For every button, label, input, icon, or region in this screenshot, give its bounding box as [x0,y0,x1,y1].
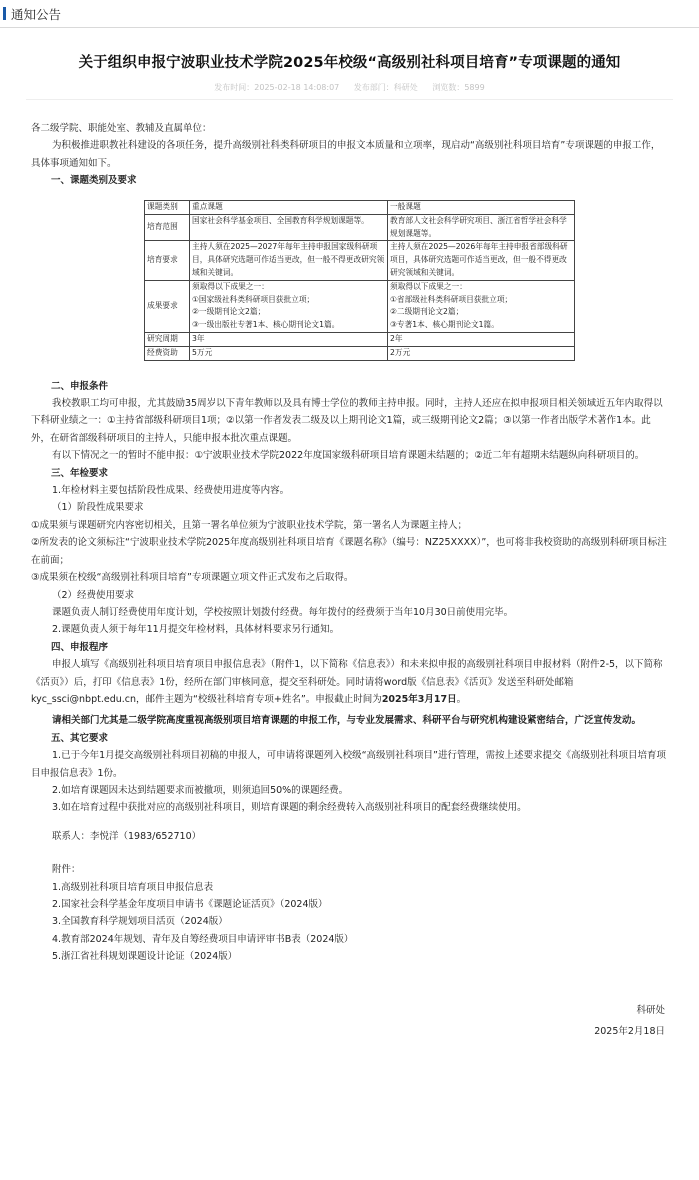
attachment-item[interactable]: 2.国家社会科学基金年度项目申请书《课题论证活页》（2024版） [52,899,328,910]
publish-time: 发布时间：2025-02-18 14:08:07 [214,83,340,92]
review-subitem-2: （2）经费使用要求 [52,589,135,601]
table-cell: 重点课题 [190,201,388,215]
procedure-text: 申报人填写《高级别社科项目培育项目申报信息表》（附件1，以下简称《信息表》）和未来拟申报的高级别社科项目申报材料（附件2-5，以下简称《活页》）后，打印《信息表》1份，经所在部门审核同意，提交至科研处。同时请将word版《信息表》《活页》发送至科研处邮箱kyc_ssci@nbpt.edu.cn，邮件主题为“校级社科培育专项+姓名”。申报截止时间为 [31,659,663,705]
heading-conditions: 二、申报条件 [51,380,109,392]
fund-paragraph: 课题负责人制订经费使用年度计划，学校按照计划拨付经费。每年拨付的经费须于当年10月30日前使用完毕。 [52,606,514,618]
table-cell [388,280,575,332]
meta-divider [26,99,673,100]
table-row [145,346,575,360]
cell-line: ②一级期刊论文2篇； [192,307,266,317]
attachment-item[interactable]: 4.教育部2024年规划、青年及自筹经费项目申请评审书B表（2024版） [52,933,354,945]
review-subitem-1: （1）阶段性成果要求 [52,502,144,514]
cell-line: ②二级期刊论文2篇； [390,307,464,317]
table-row [145,214,575,241]
table-cell: 教育部人文社会科学研究项目、浙江省哲学社会科学规划课题等。 [388,214,575,241]
table-cell: 课题类别 [145,201,190,215]
table-row [145,332,575,346]
cell-line: 须取得以下成果之一： [192,281,269,291]
table-cell: 经费资助 [145,346,190,360]
contact: 联系人：李悦洋（1983/652710） [52,830,202,842]
procedure-end: 。 [456,693,467,705]
attachment-item[interactable]: 3.全国教育科学规划项目活页（2024版） [52,916,228,928]
table-cell: 一般课题 [388,201,575,215]
article-title: 关于组织申报宁波职业技术学院2025年校级“高级别社科项目培育”专项课题的通知 [78,55,621,71]
intro-paragraph: 为积极推进职教社科建设的各项任务，提升高级别社科类科研项目的申报文本质量和立项率，现启动“高级别社科项目培育”专项课题的申报工作，具体事项通知如下。 [31,140,661,169]
table-cell: 2年 [388,332,575,346]
other-item-2: 2.如培育课题因未达到结题要求而被撤项，则须追回50%的课题经费。 [52,784,349,796]
heading-other: 五、其它要求 [51,732,109,744]
other-item-3: 3.如在培育过程中获批对应的高级别社科项目，则培育课题的剩余经费转入高级别社科项目的配套经费继续使用。 [52,802,527,814]
table-cell: 3年 [190,332,388,346]
table-cell: 培育范围 [145,214,190,241]
view-count: 浏览数：5899 [432,83,485,92]
attachment-item[interactable]: 5.浙江省社科规划课题设计论证（2024版） [52,951,238,963]
cell-line: ③专著1本、核心期刊论文1篇。 [390,320,499,330]
cell-line: ③一级出版社专著1本、核心期刊论文1篇。 [192,320,340,330]
table-row [145,280,575,332]
sign-date: 2025年2月18日 [594,1026,665,1038]
table-row [145,201,575,215]
heading-annual-review: 三、年检要求 [51,467,109,479]
sign-department: 科研处 [636,1004,665,1016]
salutation: 各二级学院、职能处室、教辅及直属单位： [31,123,212,134]
table-cell: 5万元 [190,346,388,360]
review-item-2: 2.课题负责人须于每年11月提交年检材料，具体材料要求另行通知。 [52,624,340,636]
table-cell: 国家社会科学基金项目、全国教育科学规划课题等。 [190,214,388,241]
cell-line: ①省部级社科类科研项目获批立项； [390,294,513,304]
deadline: 2025年3月17日 [381,693,457,705]
attachment-item[interactable]: 1.高级别社科项目培育项目申报信息表 [52,881,214,893]
procedure-paragraph [31,656,669,708]
table-cell: 研究周期 [145,332,190,346]
table-cell: 2万元 [388,346,575,360]
section-marker [3,7,6,20]
review-result-2: ②所发表的论文须标注“宁波职业技术学院2025年度高级别社科项目培育《课题名称》（编号：NZ25XXXX）”，也可将非我校资助的高级别科研项目标注在前面； [31,537,667,566]
conditions-paragraph: 我校教职工均可申报，尤其鼓励35周岁以下青年教师以及具有博士学位的教师主持申报。同时，主持人还应在拟申报项目相关领域近五年内取得以下科研业绩之一：①主持省部级科研项目1项；②以第一作者发表二级及以上期刊论文1篇，或三级期刊论文2篇；③以第一作者出版学术著作1本。此外，在研省部级科研项目的主持人，只能申报本批次重点课题。 [31,398,663,444]
exclusions-paragraph: 有以下情况之一的暂时不能申报：①宁波职业技术学院2022年度国家级科研项目培育课题未结题的；②近二年有超期未结题纵向科研项目的。 [52,450,645,462]
heading-categories: 一、课题类别及要求 [51,175,137,187]
section-title: 通知公告 [11,7,62,22]
section-header [0,0,699,28]
review-item-1: 1.年检材料主要包括阶段性成果、经费使用进度等内容。 [52,485,290,497]
table-cell: 成果要求 [145,280,190,332]
publish-department: 发布部门：科研处 [353,83,418,92]
attachments-title: 附件： [52,864,81,876]
promotion-paragraph: 请相关部门尤其是二级学院高度重视高级别项目培育课题的申报工作，与专业发展需求、科研平台与研究机构建设紧密结合，广泛宣传发动。 [52,715,642,727]
table-cell: 主持人须在2025—2026年每年主持申报省部级科研项目，具体研究选题可作适当更改，但一般不得更改研究领域和关键词。 [388,241,575,280]
table-cell [190,280,388,332]
table-row [145,241,575,280]
review-result-1: ①成果须与课题研究内容密切相关，且第一署名单位须为宁波职业技术学院，第一署名人为课题主持人； [31,519,468,531]
review-result-3: ③成果须在校级“高级别社科项目培育”专项课题立项文件正式发布之后取得。 [31,572,354,584]
heading-procedure: 四、申报程序 [51,641,109,653]
requirements-table [144,200,575,361]
cell-line: 须取得以下成果之一： [390,281,467,291]
table-cell: 主持人须在2025—2027年每年主持申报国家级科研项目，具体研究选题可作适当更改，但一般不得更改研究领域和关键词。 [190,241,388,280]
cell-line: ①国家级社科类科研项目获批立项； [192,294,315,304]
article-meta [0,82,699,93]
table-cell: 培育要求 [145,241,190,280]
other-item-1: 1.已于今年1月提交高级别社科项目初稿的申报人，可申请将课题列入校级“高级别社科项目”进行管理，需按上述要求提交《高级别社科项目培育项目申报信息表》1份。 [31,750,666,779]
